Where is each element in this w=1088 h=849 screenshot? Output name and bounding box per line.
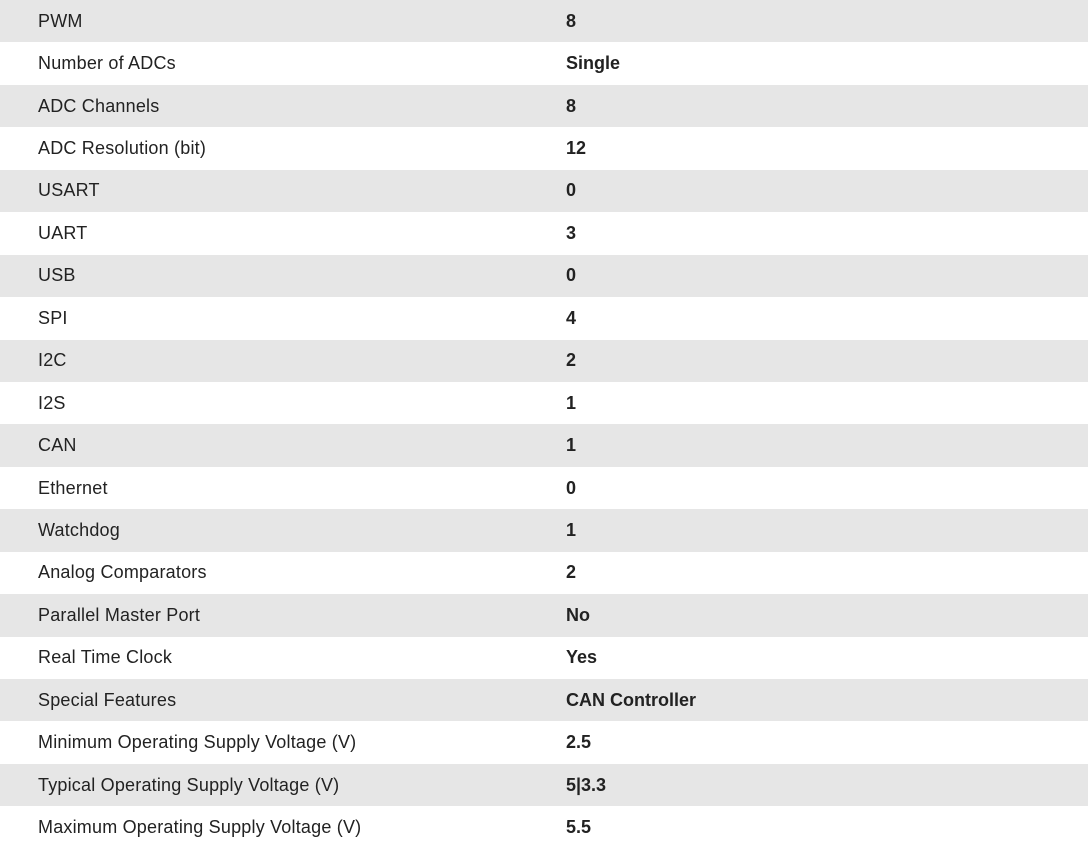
- spec-value: 1: [566, 519, 577, 540]
- spec-value: 8: [566, 10, 577, 31]
- spec-label: CAN: [38, 435, 77, 456]
- spec-value: 0: [566, 180, 577, 201]
- spec-row-real-time-clock: [0, 637, 1088, 679]
- spec-row-i2c: [0, 340, 1088, 382]
- spec-row-can: [0, 424, 1088, 466]
- spec-label: Special Features: [38, 689, 177, 710]
- spec-value: 12: [566, 138, 587, 159]
- spec-value: 2.5: [566, 732, 592, 753]
- spec-value: 5.5: [566, 817, 592, 838]
- spec-value: Single: [566, 53, 621, 74]
- spec-row-watchdog: [0, 509, 1088, 551]
- spec-value: CAN Controller: [566, 689, 696, 710]
- spec-value: Yes: [566, 647, 598, 668]
- spec-row-number-of-adcs: [0, 42, 1088, 84]
- spec-label: Maximum Operating Supply Voltage (V): [38, 817, 362, 838]
- spec-row-special-features: [0, 679, 1088, 721]
- spec-row-parallel-master-port: [0, 594, 1088, 636]
- spec-value: 1: [566, 435, 577, 456]
- spec-value: 5|3.3: [566, 774, 607, 795]
- spec-value: 4: [566, 307, 577, 328]
- spec-value: 8: [566, 95, 577, 116]
- spec-value: 2: [566, 350, 577, 371]
- spec-row-typical-supply-voltage: [0, 764, 1088, 806]
- spec-value: 1: [566, 392, 577, 413]
- spec-label: I2C: [38, 350, 67, 371]
- spec-label: I2S: [38, 392, 66, 413]
- spec-label: ADC Resolution (bit): [38, 138, 207, 159]
- spec-label: Watchdog: [38, 519, 120, 540]
- spec-row-ethernet: [0, 467, 1088, 509]
- spec-label: Parallel Master Port: [38, 604, 201, 625]
- spec-value: 0: [566, 265, 577, 286]
- spec-row-pwm: [0, 0, 1088, 42]
- spec-label: Real Time Clock: [38, 647, 173, 668]
- spec-row-uart: [0, 212, 1088, 254]
- spec-row-analog-comparators: [0, 552, 1088, 594]
- spec-row-spi: [0, 297, 1088, 339]
- spec-label: Minimum Operating Supply Voltage (V): [38, 732, 357, 753]
- spec-row-i2s: [0, 382, 1088, 424]
- spec-row-usb: [0, 255, 1088, 297]
- spec-label: ADC Channels: [38, 95, 160, 116]
- spec-value: 2: [566, 562, 577, 583]
- spec-label: Ethernet: [38, 477, 108, 498]
- spec-label: USART: [38, 180, 100, 201]
- spec-label: Typical Operating Supply Voltage (V): [38, 774, 340, 795]
- spec-label: Analog Comparators: [38, 562, 207, 583]
- spec-label: USB: [38, 265, 76, 286]
- spec-row-adc-channels: [0, 85, 1088, 127]
- spec-value: 3: [566, 222, 577, 243]
- spec-row-max-supply-voltage: [0, 806, 1088, 848]
- spec-row-usart: [0, 170, 1088, 212]
- spec-row-min-supply-voltage: [0, 721, 1088, 763]
- spec-label: Number of ADCs: [38, 53, 176, 74]
- spec-label: SPI: [38, 307, 68, 328]
- spec-label: UART: [38, 222, 88, 243]
- spec-row-adc-resolution: [0, 127, 1088, 169]
- spec-label: PWM: [38, 10, 83, 31]
- spec-value: No: [566, 604, 590, 625]
- spec-value: 0: [566, 477, 577, 498]
